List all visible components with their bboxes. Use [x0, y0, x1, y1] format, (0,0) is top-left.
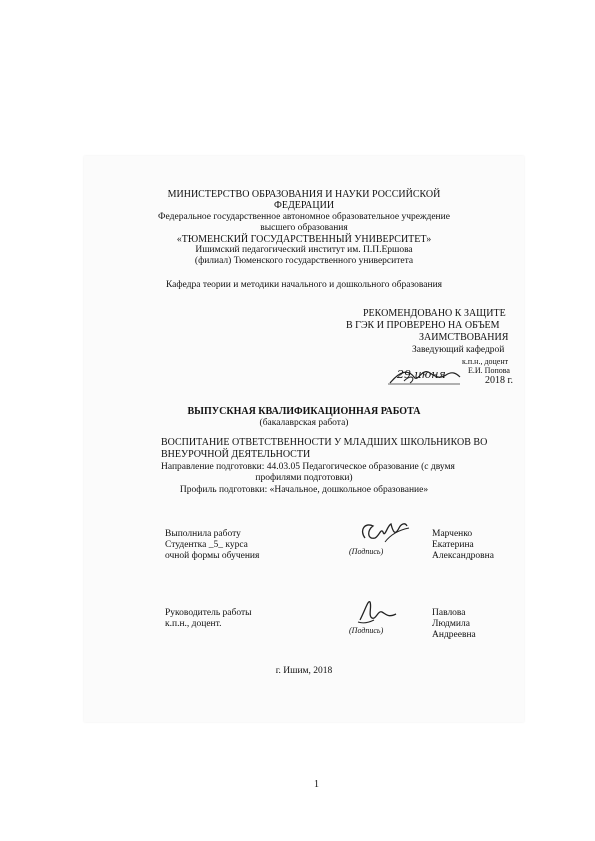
student-label-1: Выполнила работу: [165, 529, 241, 539]
approval-head-degree: к.п.н., доцент: [462, 357, 509, 366]
ministry-line-2: ФЕДЕРАЦИИ: [273, 200, 335, 211]
supervisor-label-1: Руководитель работы: [165, 608, 252, 618]
work-type: ВЫПУСКНАЯ КВАЛИФИКАЦИОННАЯ РАБОТА: [187, 406, 421, 417]
direction-line-2: профилями подготовки): [255, 473, 353, 483]
supervisor-signature-caption: (Подпись): [349, 626, 384, 635]
approval-head-name: Е.И. Попова: [468, 366, 510, 375]
university-name: «ТЮМЕНСКИЙ ГОСУДАРСТВЕННЫЙ УНИВЕРСИТЕТ»: [176, 234, 432, 245]
supervisor-label-2: к.п.н., доцент.: [165, 619, 222, 629]
city-year: г. Ишим, 2018: [275, 666, 333, 676]
department-name: Кафедра теории и методики начального и дошкольного образования: [165, 280, 443, 290]
supervisor-patronymic: Андреевна: [432, 630, 476, 640]
approval-line-1: РЕКОМЕНДОВАНО К ЗАЩИТЕ: [363, 308, 506, 319]
approval-line-3: ЗАИМСТВОВАНИЯ: [419, 332, 509, 343]
student-first-name: Екатерина: [432, 540, 474, 550]
page-number: 1: [314, 779, 319, 790]
institute-line-1: Ишимский педагогический институт им. П.П.Ершова: [195, 245, 413, 255]
work-title-line-1: ВОСПИТАНИЕ ОТВЕТСТВЕННОСТИ У МЛАДШИХ ШКОЛЬНИКОВ ВО: [161, 437, 488, 448]
approval-head-title: Заведующий кафедрой: [412, 345, 505, 355]
institute-line-2: (филиал) Тюменского государственного университета: [194, 256, 414, 266]
approval-line-2: В ГЭК И ПРОВЕРЕНО НА ОБЪЕМ: [346, 320, 500, 331]
work-subtype: (бакалаврская работа): [259, 418, 349, 428]
approval-year: 2018 г.: [485, 375, 513, 386]
student-signature-caption: (Подпись): [349, 547, 384, 556]
student-patronymic: Александровна: [432, 551, 494, 561]
student-surname: Марченко: [432, 529, 473, 539]
student-label-3: очной формы обучения: [165, 551, 260, 561]
fgaou-line-2: высшего образования: [260, 223, 348, 233]
profile-line: Профиль подготовки: «Начальное, дошкольное образование»: [179, 485, 429, 495]
student-label-2: Студентка _5_ курса: [165, 540, 248, 550]
supervisor-surname: Павлова: [432, 608, 466, 618]
direction-line-1: Направление подготовки: 44.03.05 Педагогическое образование (с двумя: [161, 462, 455, 472]
ministry-line-1: МИНИСТЕРСТВО ОБРАЗОВАНИЯ И НАУКИ РОССИЙСКОЙ: [167, 189, 441, 200]
work-title-line-2: ВНЕУРОЧНОЙ ДЕЯТЕЛЬНОСТИ: [161, 449, 311, 460]
fgaou-line-1: Федеральное государственное автономное образовательное учреждение: [158, 212, 450, 222]
approval-handwritten-date: 29 июня: [397, 368, 446, 381]
supervisor-first-name: Людмила: [432, 619, 470, 629]
